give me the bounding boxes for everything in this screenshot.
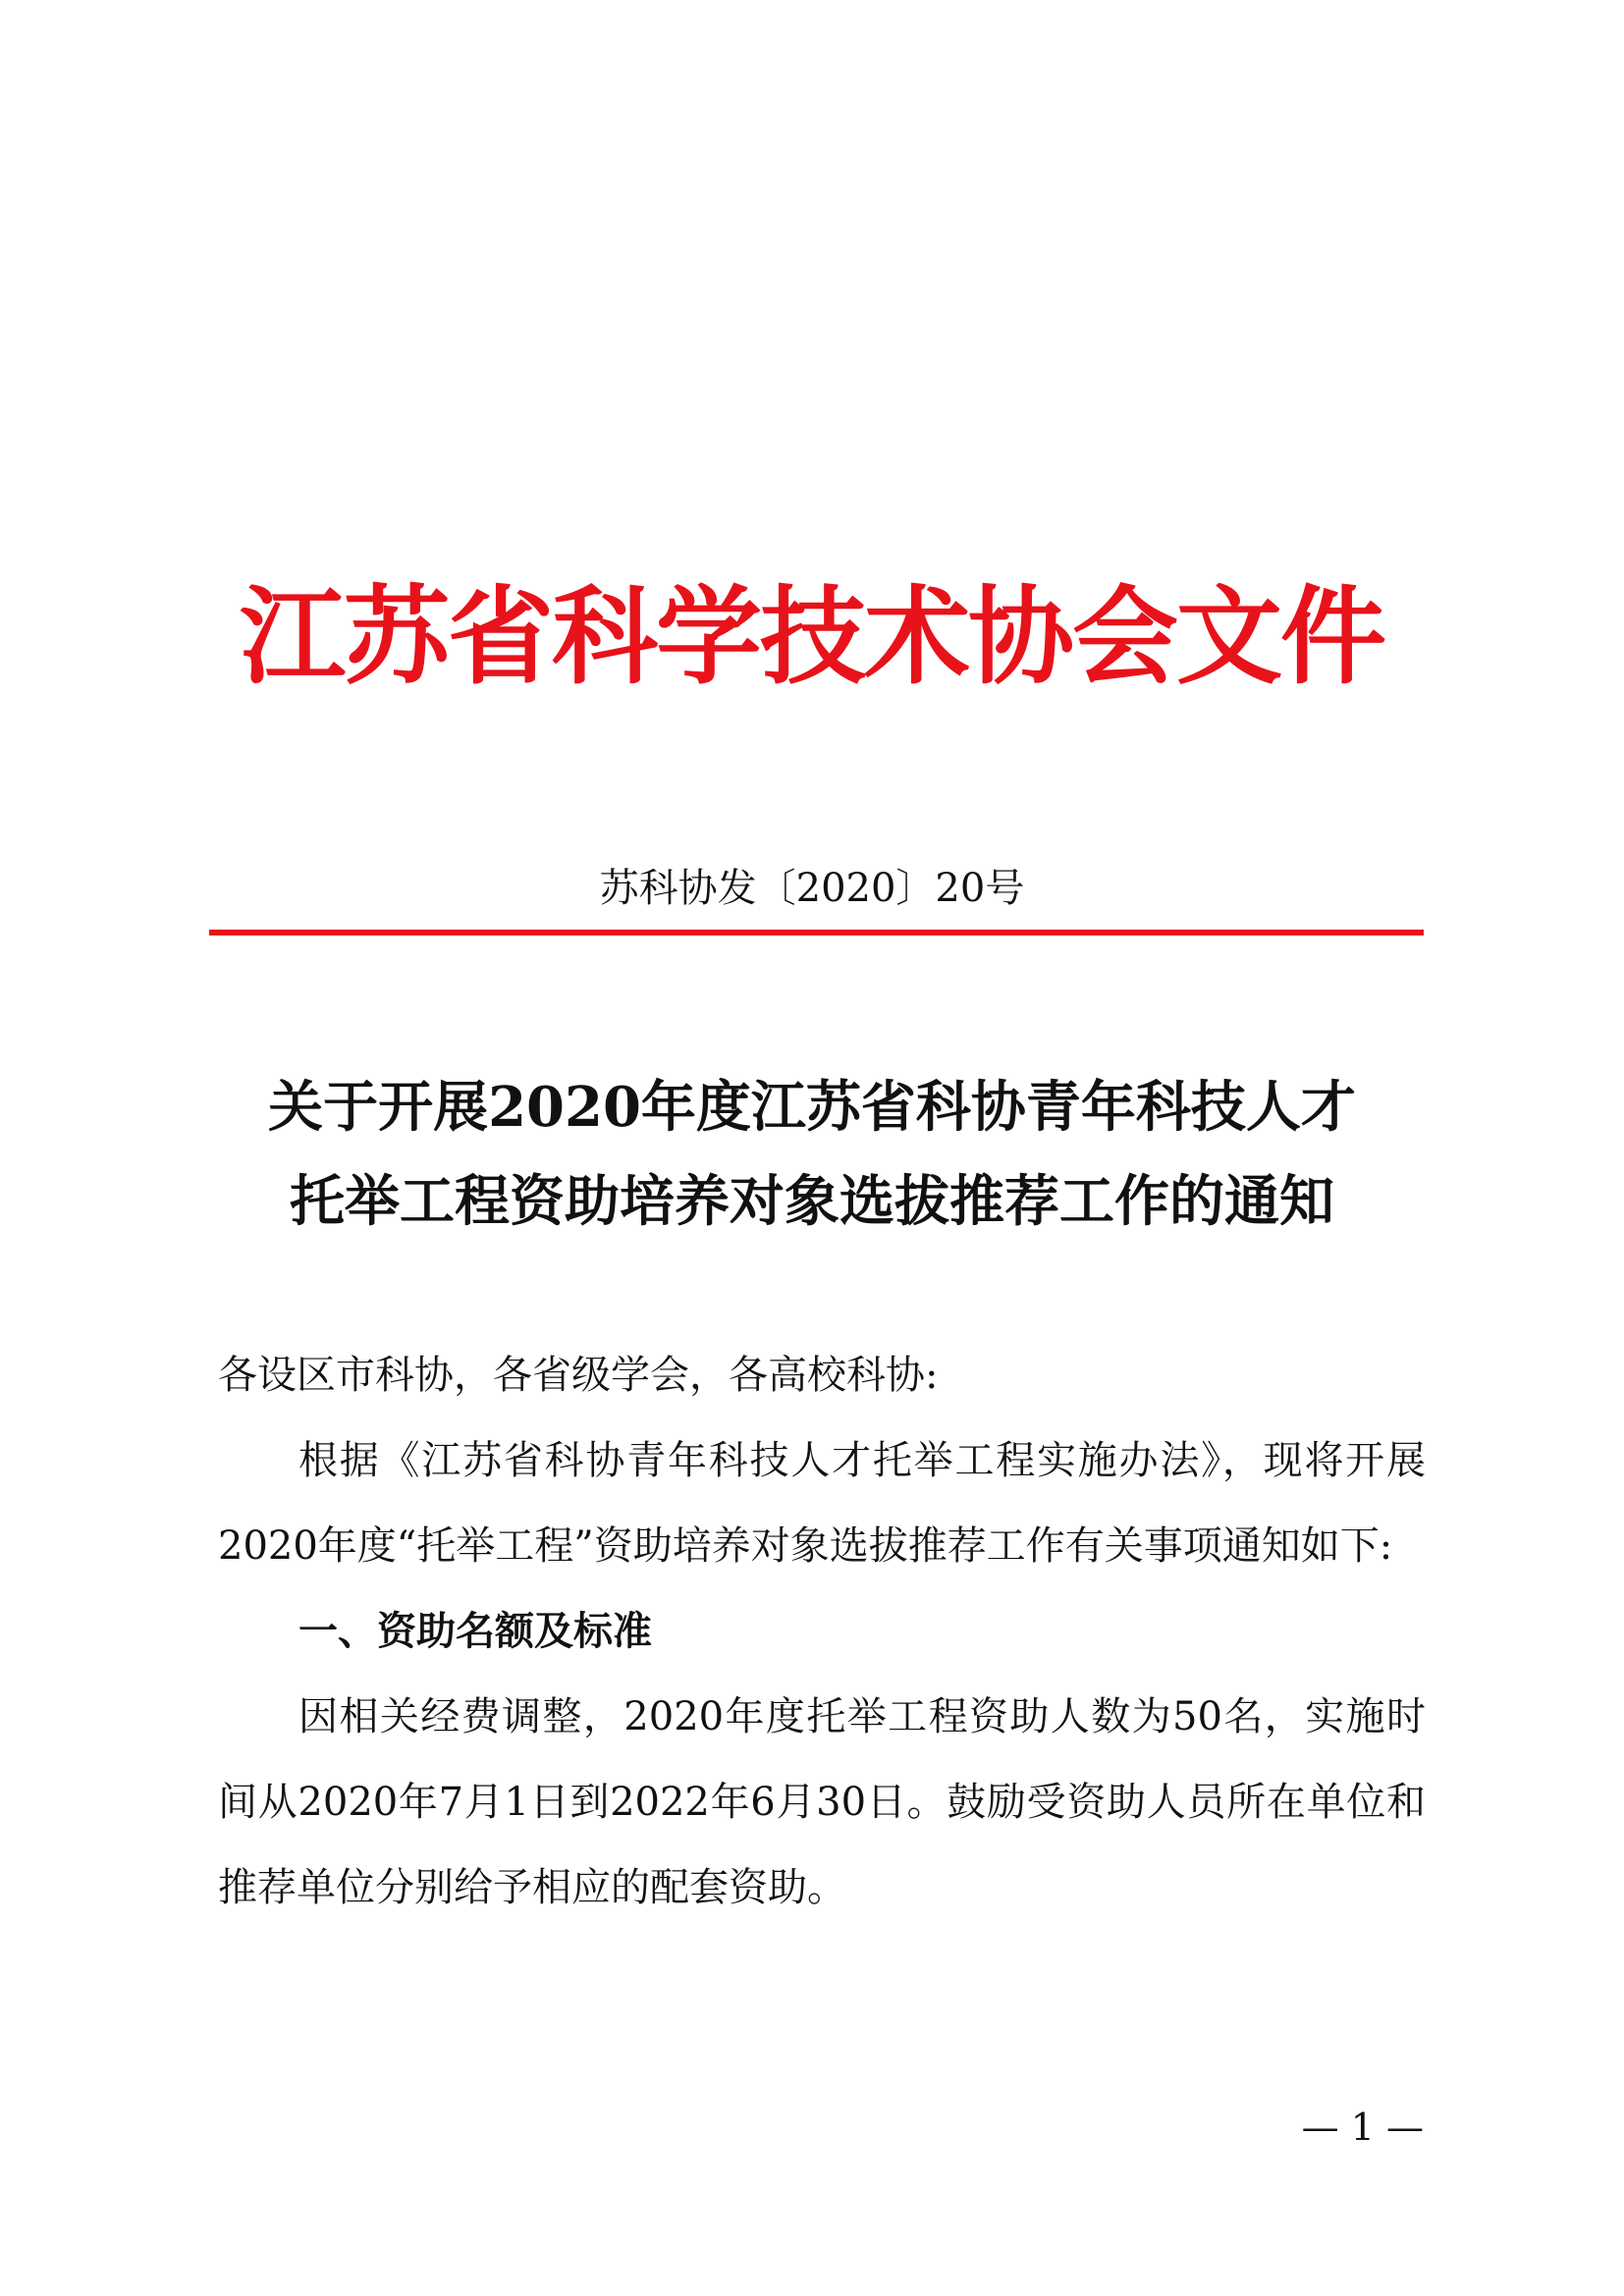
section-1-paragraph: 因相关经费调整，2020年度托举工程资助人数为50名，实施时间从2020年7月1日到2022年6月30日。鼓励受资助人员所在单位和推荐单位分别给予相应的配套资助。 — [218, 1694, 1426, 1910]
title-line-2: 托举工程资助培养对象选拔推荐工作的通知 — [290, 1169, 1334, 1234]
red-separator-line — [209, 930, 1424, 935]
page-number: — 1 — — [1301, 2106, 1424, 2149]
intro-paragraph: 根据《江苏省科协青年科技人才托举工程实施办法》，现将开展2020年度“托举工程”资助培养对象选拔推荐工作有关事项通知如下: — [218, 1438, 1426, 1569]
issuing-authority-masthead: 江苏省科学技术协会文件 — [239, 576, 1384, 699]
document-title — [196, 1060, 1428, 1249]
section-heading-1: 一、资助名额及标准 — [298, 1609, 652, 1654]
document-number: 苏科协发〔2020〕20号 — [599, 866, 1025, 911]
document-body — [218, 1333, 1426, 1931]
title-line-1: 关于开展2020年度江苏省科协青年科技人才 — [268, 1075, 1356, 1140]
salutation: 各设区市科协，各省级学会，各高校科协: — [218, 1353, 939, 1398]
